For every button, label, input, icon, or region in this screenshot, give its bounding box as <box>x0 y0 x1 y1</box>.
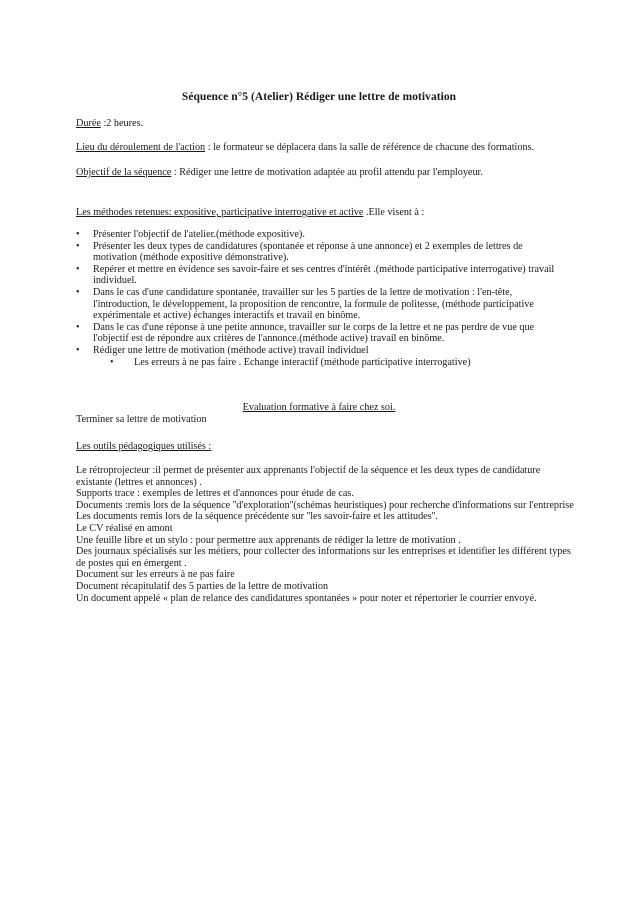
lieu-value: : le formateur se déplacera dans la salle de référence de chacune des formations. <box>205 142 535 153</box>
document-title: Séquence n°5 (Atelier) Rédiger une lettre de motivation <box>181 91 457 103</box>
list-item: • Dans le cas d'une réponse à une petite annonce, travailler sur le corps de la lettre et ne pas perdre de vue que l'objectif est de répondre aux critères de l'annonce.(méthode active) travail en binôme. <box>76 321 535 345</box>
outils-heading: Les outils pédagogiques utilisés : <box>76 441 212 452</box>
list-item: • Présenter les deux types de candidatures (spontanée et réponse à une annonce) et 2 exemples de lettres de motivation (méthode expositive démonstrative). <box>76 240 523 264</box>
duree-value: :2 heures. <box>100 118 144 129</box>
sub-list-item: • Les erreurs à ne pas faire . Echange interactif (méthode participative interrogative) <box>110 356 471 368</box>
methods-list-container <box>76 229 568 368</box>
bullet-icon: • <box>76 240 80 252</box>
sub-list <box>93 357 568 369</box>
bullet-icon: • <box>76 321 80 333</box>
list-item: Les documents remis lors de la séquence précédente sur ''les savoir-faire et les attitudes''. <box>76 511 438 523</box>
list-item: Un document appelé « plan de relance des candidatures spontanées » pour noter et répertorier le courrier envoyé. <box>76 592 537 604</box>
list-item: • Dans le cas d'une candidature spontanée, travailler sur les 5 parties de la lettre de motivation : l'en-tête, l'introduction, le développement, la proposition de rencontre, la formule de politesse, (méthode participative expérimentale et active) échanges interactifs et travail en binôme. <box>76 286 534 322</box>
list-item: • Rédiger une lettre de motivation (méthode active) travail individuel • Les erreurs à ne pas faire . Echange interactif (méthode participative interrogative) <box>76 345 568 368</box>
evaluation-heading: Evaluation formative à faire chez soi. <box>242 402 396 413</box>
objectif-value: : Rédiger une lettre de motivation adaptée au profil attendu par l'employeur. <box>171 167 483 178</box>
bullet-icon: • <box>76 263 80 275</box>
list-item: • Repérer et mettre en évidence ses savoir-faire et ses centres d'intérêt .(méthode participative interrogative) travail individuel. <box>76 263 555 287</box>
bullet-icon: • <box>76 344 80 356</box>
duree-line <box>76 118 576 130</box>
list-item: Le CV réalisé en amont <box>76 522 173 534</box>
evaluation-task: Terminer sa lettre de motivation <box>76 414 207 425</box>
list-item: Des journaux spécialisés sur les métiers, pour collecter des informations sur les entreprises et identifier les différent types de postes qui en émergent . <box>76 546 571 569</box>
duree-label: Durée <box>76 118 101 129</box>
methodes-label: Les méthodes retenues: expositive, participative interrogative et active <box>76 207 364 218</box>
methods-list <box>76 229 568 368</box>
bullet-icon: • <box>110 356 114 368</box>
objectif-line <box>76 167 576 179</box>
objectif-label: Objectif de la séquence <box>76 167 172 178</box>
list-item: Documents :remis lors de la séquence ''d'exploration''(schémas heuristiques) pour recherche d'informations sur l'entreprise <box>76 499 574 511</box>
list-item: • Présenter l'objectif de l'atelier.(méthode expositive). <box>76 229 305 240</box>
list-item: Document récapitulatif des 5 parties de la lettre de motivation <box>76 580 329 592</box>
lieu-label: Lieu du déroulement de l'action <box>76 142 206 153</box>
lieu-line <box>76 142 596 154</box>
outils-list <box>76 465 576 604</box>
list-item: Le rétroprojecteur :il permet de présenter aux apprenants l'objectif de la séquence et les deux types de candidature existante (lettres et annonces) . <box>76 465 541 488</box>
bullet-icon: • <box>76 229 80 240</box>
methodes-line <box>76 207 576 219</box>
list-item: Une feuille libre et un stylo : pour permettre aux apprenants de rédiger la lettre de motivation . <box>76 534 461 546</box>
list-item: Supports trace : exemples de lettres et d'annonces pour étude de cas. <box>76 488 354 500</box>
list-item: Document sur les erreurs à ne pas faire <box>76 569 235 581</box>
methodes-value: .Elle visent à : <box>363 207 425 218</box>
bullet-icon: • <box>76 286 80 298</box>
